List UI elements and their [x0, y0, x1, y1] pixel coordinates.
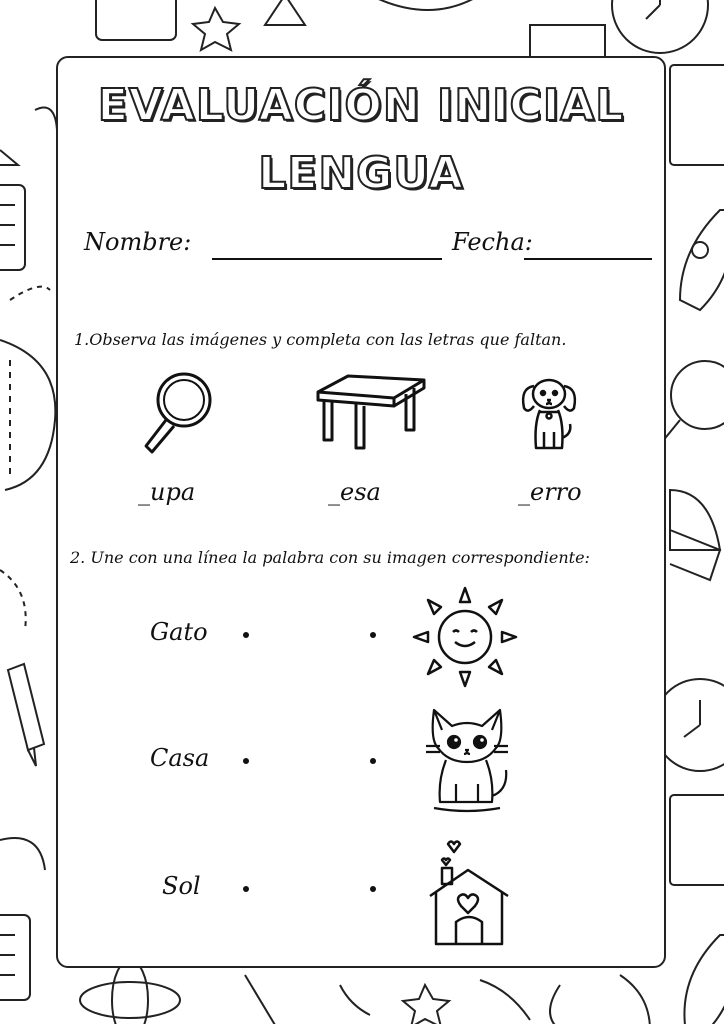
- sun-icon: [410, 584, 520, 690]
- worksheet-card: [56, 56, 666, 968]
- date-line[interactable]: [524, 258, 652, 260]
- exercise1-instruction: 1.Observa las imágenes y completa con las letras que faltan.: [74, 330, 567, 349]
- exercise1-word-mesa[interactable]: _esa: [328, 478, 381, 506]
- cat-icon: [424, 702, 510, 814]
- word-dot-sol[interactable]: [243, 886, 249, 892]
- title-line-2: LENGUA: [258, 148, 464, 199]
- date-label: Fecha:: [452, 228, 533, 256]
- magnifying-glass-icon: [138, 370, 218, 456]
- dog-icon: [516, 368, 582, 460]
- name-line[interactable]: [212, 258, 442, 260]
- image-dot-sun[interactable]: [370, 632, 376, 638]
- word-dot-casa[interactable]: [243, 758, 249, 764]
- exercise2-word-sol: Sol: [162, 872, 201, 900]
- exercise1-word-lupa[interactable]: _upa: [138, 478, 196, 506]
- exercise1-word-perro[interactable]: _erro: [518, 478, 582, 506]
- exercise2-word-casa: Casa: [150, 744, 210, 772]
- title-line-1: EVALUACIÓN INICIAL: [97, 80, 625, 131]
- exercise2-word-gato: Gato: [150, 618, 208, 646]
- house-icon: [426, 834, 512, 950]
- image-dot-house[interactable]: [370, 886, 376, 892]
- name-label: Nombre:: [84, 228, 192, 256]
- image-dot-cat[interactable]: [370, 758, 376, 764]
- word-dot-gato[interactable]: [243, 632, 249, 638]
- table-icon: [314, 370, 426, 456]
- exercise2-instruction: 2. Une con una línea la palabra con su imagen correspondiente:: [70, 548, 590, 567]
